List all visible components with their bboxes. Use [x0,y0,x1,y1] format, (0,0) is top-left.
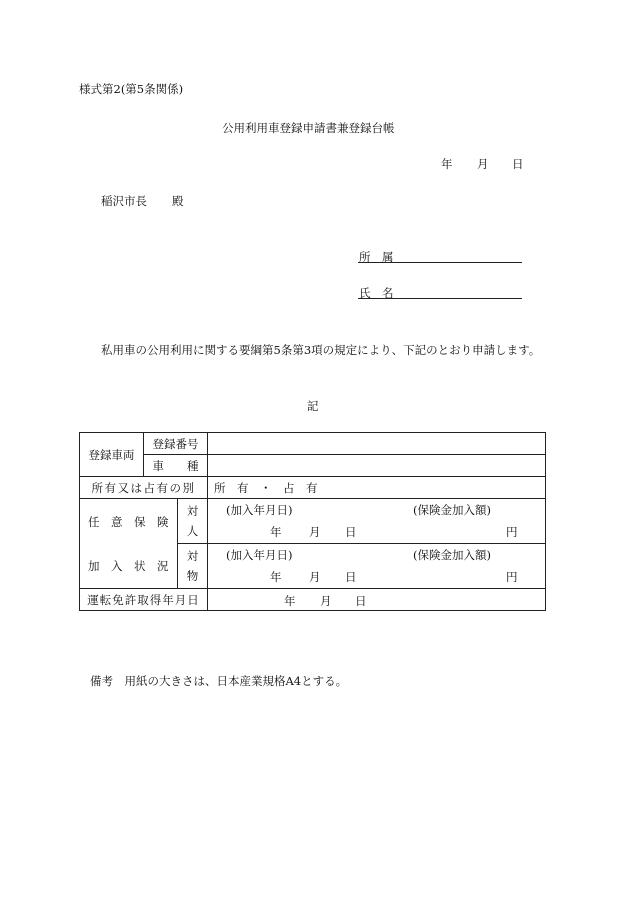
property-label-2: 物 [186,569,199,583]
property-month: 月 [309,570,321,584]
property-label-1: 対 [186,549,199,563]
bodily-month: 月 [309,525,321,539]
ownership-label-text: 所有又は占有の別 [91,480,196,495]
bodily-yen: 円 [506,525,518,539]
document-title: 公用利用車登録申請書兼登録台帳 [222,121,395,135]
property-yen: 円 [506,570,518,584]
license-date-field[interactable] [208,589,546,611]
property-insurance-field[interactable] [208,544,546,589]
property-year: 年 [270,570,282,584]
property-premium-label: (保険金加入額) [413,548,491,562]
date-day: 日 [512,157,524,171]
property-join-date-label: (加入年月日) [226,548,293,562]
ownership-options-text: 所 有 ・ 占 有 [214,480,318,495]
vehicle-type-field[interactable] [208,455,546,477]
bodily-day: 日 [345,525,357,539]
bodily-join-date-label: (加入年月日) [226,503,293,517]
license-day: 日 [355,593,367,608]
form-number: 様式第2(第5条関係) [79,82,184,96]
property-label [178,544,208,589]
bodily-premium-label: (保険金加入額) [413,503,491,517]
remarks: 備考 用紙の大きさは、日本産業規格A4とする。 [90,674,348,688]
registration-table [79,432,546,611]
name-field[interactable] [358,298,522,299]
bodily-year: 年 [270,525,282,539]
name-label: 氏 名 [359,286,394,300]
affiliation-field[interactable] [358,262,522,263]
bodily-insurance-field[interactable] [208,499,546,544]
bodily-label-1: 対 [186,504,199,518]
reg-number-field[interactable] [208,433,546,455]
license-label-text: 運転免許取得年月日 [87,592,200,607]
insurance-label-1: 任 意 保 険 [88,514,169,529]
license-month: 月 [320,593,332,608]
property-day: 日 [345,570,357,584]
ki-heading: 記 [307,399,319,413]
affiliation-label: 所 属 [359,250,394,264]
license-label [80,589,208,611]
statement: 私用車の公用利用に関する要綱第5条第3項の規定により、下記のとおり申請します。 [101,343,541,357]
insurance-label [80,499,178,589]
vehicle-type-label: 車 種 [144,455,208,477]
ownership-options[interactable] [208,477,546,499]
bodily-label-2: 人 [186,524,199,538]
addressee-name: 稲沢市長 [101,194,147,208]
reg-number-label: 登録番号 [144,433,208,455]
bodily-label [178,499,208,544]
addressee-honorific: 殿 [172,194,184,208]
license-year: 年 [284,593,296,608]
date-year: 年 [441,157,453,171]
vehicle-label: 登録車両 [80,433,144,477]
date-month: 月 [477,157,489,171]
insurance-label-2: 加 入 状 況 [88,558,169,573]
ownership-label [80,477,208,499]
